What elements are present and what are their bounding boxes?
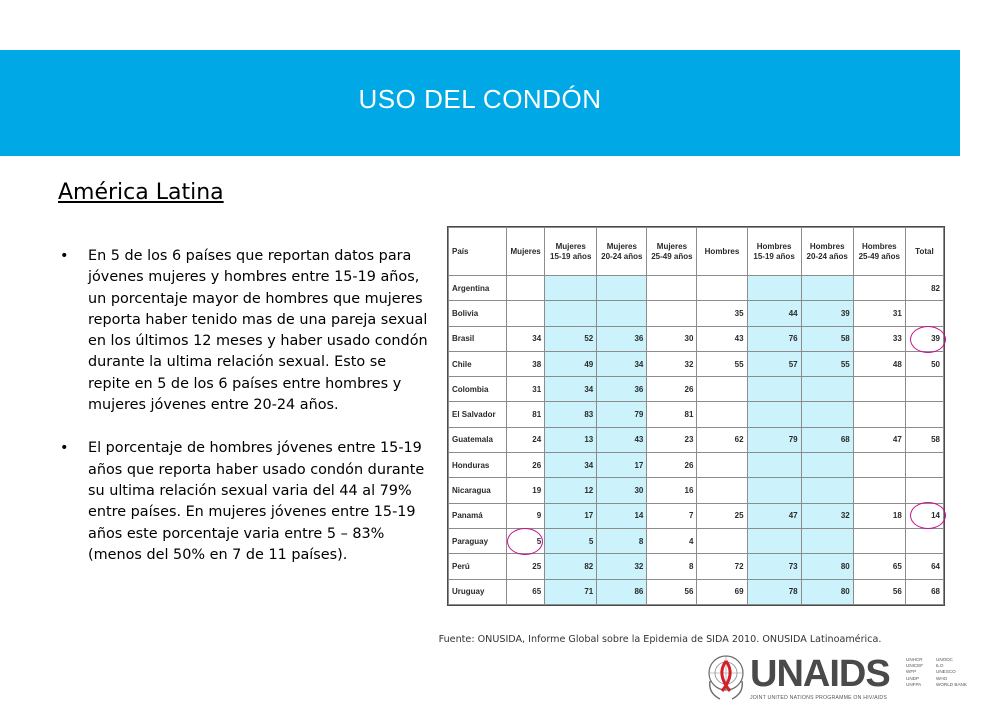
- table-country-cell: Colombia: [449, 377, 507, 402]
- table-value-cell: [853, 402, 905, 427]
- table-value-cell: [801, 276, 853, 301]
- table-value-cell: 26: [647, 453, 697, 478]
- table-value-cell: 34: [545, 453, 597, 478]
- table-value-cell: 78: [747, 579, 801, 604]
- table-value-cell: 39: [801, 301, 853, 326]
- table-row: [449, 301, 944, 326]
- table-value-cell: [697, 402, 747, 427]
- table-value-cell: [697, 453, 747, 478]
- unaids-tagline: JOINT UNITED NATIONS PROGRAMME ON HIV/AIDS: [750, 695, 888, 701]
- table-value-cell: 73: [747, 554, 801, 579]
- table-value-cell: 65: [853, 554, 905, 579]
- table-value-cell: [697, 528, 747, 553]
- cosponsors-left: [906, 657, 923, 688]
- table-value-cell: 7: [647, 503, 697, 528]
- table-value-cell: 82: [545, 554, 597, 579]
- cosponsor-name: UNESCO: [936, 669, 956, 675]
- table-value-cell: 47: [853, 427, 905, 452]
- table-value-cell: 9: [507, 503, 545, 528]
- table-value-cell: 8: [647, 554, 697, 579]
- table-value-cell: 16: [647, 478, 697, 503]
- table-country-cell: Brasil: [449, 326, 507, 351]
- table-value-cell: 23: [647, 427, 697, 452]
- table-value-cell: 80: [801, 579, 853, 604]
- table-value-cell: [697, 276, 747, 301]
- table-value-cell: 69: [697, 579, 747, 604]
- unaids-wordmark: UNAIDS: [750, 653, 890, 695]
- table-value-cell: 30: [597, 478, 647, 503]
- table-value-cell: [507, 276, 545, 301]
- table-value-cell: [747, 377, 801, 402]
- table-value-cell: 5: [507, 528, 545, 553]
- table-row: [449, 351, 944, 376]
- table-header-cell: Hombres 25-49 años: [853, 228, 905, 276]
- table-value-cell: 56: [647, 579, 697, 604]
- table-value-cell: [905, 402, 943, 427]
- table-header-cell: País: [449, 228, 507, 276]
- table-value-cell: 30: [647, 326, 697, 351]
- table-value-cell: 57: [747, 351, 801, 376]
- table-country-cell: Bolivia: [449, 301, 507, 326]
- table-header-cell: Mujeres: [507, 228, 545, 276]
- cosponsor-name: WFP: [906, 669, 917, 675]
- table-value-cell: 81: [507, 402, 545, 427]
- table-value-cell: 80: [801, 554, 853, 579]
- table-value-cell: [853, 453, 905, 478]
- table-value-cell: 56: [853, 579, 905, 604]
- table-value-cell: 32: [597, 554, 647, 579]
- table-value-cell: 39: [905, 326, 943, 351]
- table-value-cell: [801, 453, 853, 478]
- table-value-cell: [507, 301, 545, 326]
- table-value-cell: 12: [545, 478, 597, 503]
- table-value-cell: 36: [597, 377, 647, 402]
- table-value-cell: [853, 377, 905, 402]
- table-value-cell: 36: [597, 326, 647, 351]
- table-value-cell: [597, 301, 647, 326]
- table-value-cell: 5: [545, 528, 597, 553]
- table-value-cell: 38: [507, 351, 545, 376]
- table-value-cell: 55: [697, 351, 747, 376]
- table-value-cell: 58: [905, 427, 943, 452]
- table-value-cell: 32: [801, 503, 853, 528]
- cosponsors-right: [936, 657, 967, 688]
- table-header-row: [449, 228, 944, 276]
- bullet-text: El porcentaje de hombres jóvenes entre 15-19 años que reporta haber usado condón durante su ultima relación sexual varia del 44 al 79% entre países. En mujeres jóvenes entre 15-19 años este porcentaje varia entre 5 – 83% (menos del 50% en 7 de 11 países).: [88, 440, 425, 563]
- table-row: [449, 478, 944, 503]
- bullet-text: En 5 de los 6 países que reportan datos para jóvenes mujeres y hombres entre 15-19 años, un porcentaje mayor de hombres que mujeres reporta haber tenido mas de una pareja sexual en los últimos 12 meses y haber usado condón durante la ultima relación sexual. Esto se repite en 5 de los 6 países entre hombres y mujeres jóvenes entre 20-24 años.: [88, 248, 428, 414]
- table-value-cell: [647, 301, 697, 326]
- table-value-cell: 62: [697, 427, 747, 452]
- table-value-cell: 25: [697, 503, 747, 528]
- table-value-cell: 34: [507, 326, 545, 351]
- table-row: [449, 554, 944, 579]
- table-value-cell: 43: [597, 427, 647, 452]
- table-header-cell: Mujeres 15-19 años: [545, 228, 597, 276]
- table-value-cell: 13: [545, 427, 597, 452]
- table-value-cell: [801, 402, 853, 427]
- table-value-cell: 43: [697, 326, 747, 351]
- table-value-cell: [647, 276, 697, 301]
- table-header-cell: Hombres 15-19 años: [747, 228, 801, 276]
- table-value-cell: 24: [507, 427, 545, 452]
- slide-title: USO DEL CONDÓN: [358, 84, 602, 114]
- table-value-cell: 68: [905, 579, 943, 604]
- table-value-cell: 86: [597, 579, 647, 604]
- table-value-cell: [697, 377, 747, 402]
- table-value-cell: 64: [905, 554, 943, 579]
- data-table-container: [447, 226, 945, 606]
- table-country-cell: Uruguay: [449, 579, 507, 604]
- table-row: [449, 427, 944, 452]
- table-country-cell: Argentina: [449, 276, 507, 301]
- table-value-cell: 65: [507, 579, 545, 604]
- table-value-cell: 68: [801, 427, 853, 452]
- table-row: [449, 453, 944, 478]
- table-value-cell: [747, 276, 801, 301]
- table-value-cell: 26: [647, 377, 697, 402]
- cosponsor-name: UNICEF: [906, 663, 924, 669]
- table-value-cell: 72: [697, 554, 747, 579]
- table-value-cell: [853, 528, 905, 553]
- condom-use-table: [448, 227, 944, 605]
- table-value-cell: [905, 301, 943, 326]
- cosponsor-name: UNHCR: [906, 657, 923, 662]
- table-value-cell: 79: [597, 402, 647, 427]
- table-value-cell: 8: [597, 528, 647, 553]
- table-value-cell: [853, 478, 905, 503]
- section-subtitle: América Latina: [58, 180, 224, 205]
- table-value-cell: [697, 478, 747, 503]
- table-header-cell: Mujeres 20-24 años: [597, 228, 647, 276]
- table-value-cell: [905, 377, 943, 402]
- table-value-cell: [597, 276, 647, 301]
- table-country-cell: Perú: [449, 554, 507, 579]
- table-header-cell: Total: [905, 228, 943, 276]
- table-value-cell: 71: [545, 579, 597, 604]
- table-header-cell: Hombres: [697, 228, 747, 276]
- un-emblem-icon: [704, 651, 748, 705]
- table-value-cell: 19: [507, 478, 545, 503]
- table-value-cell: 35: [697, 301, 747, 326]
- table-value-cell: 49: [545, 351, 597, 376]
- table-value-cell: [747, 402, 801, 427]
- table-value-cell: 48: [853, 351, 905, 376]
- table-value-cell: 58: [801, 326, 853, 351]
- table-value-cell: 14: [597, 503, 647, 528]
- bullet-item: [60, 246, 432, 416]
- table-value-cell: [545, 276, 597, 301]
- table-row: [449, 276, 944, 301]
- table-value-cell: 31: [507, 377, 545, 402]
- table-value-cell: 17: [597, 453, 647, 478]
- bullet-item: [60, 438, 432, 566]
- table-value-cell: 33: [853, 326, 905, 351]
- table-value-cell: 83: [545, 402, 597, 427]
- table-value-cell: [905, 453, 943, 478]
- table-country-cell: Honduras: [449, 453, 507, 478]
- title-bar: [0, 50, 960, 156]
- cosponsor-name: UNODC: [936, 657, 953, 662]
- table-value-cell: [545, 301, 597, 326]
- table-value-cell: 26: [507, 453, 545, 478]
- table-header-cell: Mujeres 25-49 años: [647, 228, 697, 276]
- table-row: [449, 503, 944, 528]
- table-value-cell: 55: [801, 351, 853, 376]
- cosponsor-name: UNFPA: [906, 681, 922, 687]
- table-value-cell: 18: [853, 503, 905, 528]
- table-value-cell: 31: [853, 301, 905, 326]
- table-value-cell: 52: [545, 326, 597, 351]
- table-value-cell: [747, 453, 801, 478]
- table-value-cell: 50: [905, 351, 943, 376]
- table-row: [449, 402, 944, 427]
- table-value-cell: [853, 276, 905, 301]
- table-value-cell: [801, 528, 853, 553]
- table-value-cell: [801, 377, 853, 402]
- table-country-cell: Chile: [449, 351, 507, 376]
- table-value-cell: [905, 478, 943, 503]
- cosponsor-name: WORLD BANK: [936, 681, 967, 687]
- cosponsor-name: ILO: [936, 663, 944, 669]
- table-value-cell: 79: [747, 427, 801, 452]
- source-note: Fuente: ONUSIDA, Informe Global sobre la Epidemia de SIDA 2010. ONUSIDA Latinoamérica.: [438, 634, 882, 645]
- table-value-cell: 4: [647, 528, 697, 553]
- table-row: [449, 528, 944, 553]
- bullet-list: [60, 246, 432, 588]
- table-value-cell: 81: [647, 402, 697, 427]
- table-row: [449, 377, 944, 402]
- table-value-cell: 47: [747, 503, 801, 528]
- table-value-cell: 25: [507, 554, 545, 579]
- table-value-cell: 34: [545, 377, 597, 402]
- unaids-logo: [704, 651, 967, 707]
- table-value-cell: [747, 478, 801, 503]
- cosponsor-name: UNDP: [906, 675, 920, 681]
- bullet-icon: •: [60, 440, 69, 457]
- table-value-cell: [801, 478, 853, 503]
- table-header-cell: Hombres 20-24 años: [801, 228, 853, 276]
- table-value-cell: 17: [545, 503, 597, 528]
- table-country-cell: Guatemala: [449, 427, 507, 452]
- table-value-cell: 34: [597, 351, 647, 376]
- table-value-cell: [747, 528, 801, 553]
- table-row: [449, 326, 944, 351]
- bullet-icon: •: [60, 248, 69, 264]
- table-value-cell: [905, 528, 943, 553]
- table-value-cell: 82: [905, 276, 943, 301]
- table-country-cell: Panamá: [449, 503, 507, 528]
- cosponsor-name: WHO: [936, 675, 948, 681]
- table-body: [449, 276, 944, 605]
- table-value-cell: 76: [747, 326, 801, 351]
- table-row: [449, 579, 944, 604]
- table-country-cell: El Salvador: [449, 402, 507, 427]
- table-value-cell: 32: [647, 351, 697, 376]
- table-value-cell: 44: [747, 301, 801, 326]
- table-country-cell: Nicaragua: [449, 478, 507, 503]
- table-value-cell: 14: [905, 503, 943, 528]
- table-country-cell: Paraguay: [449, 528, 507, 553]
